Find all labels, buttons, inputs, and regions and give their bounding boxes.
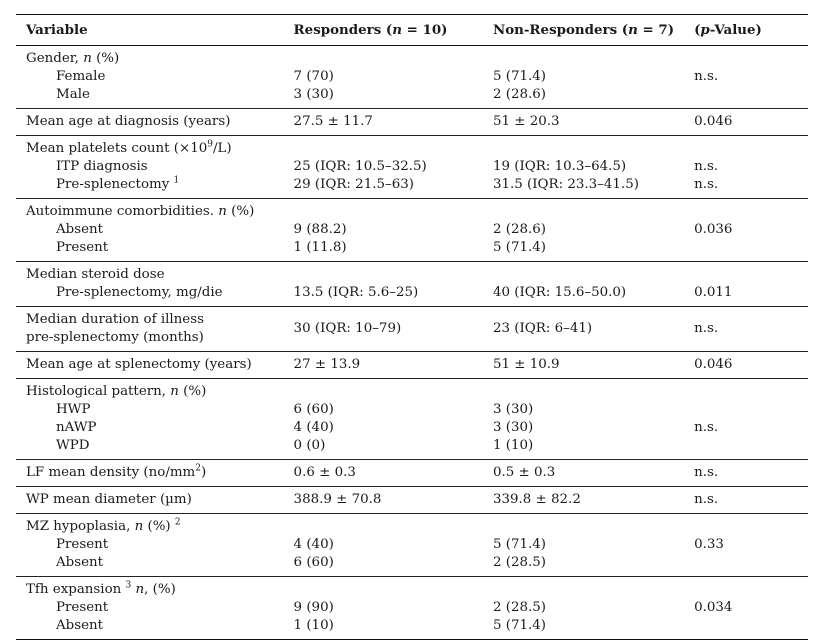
cell-autoimmune-pvalue [684, 199, 808, 262]
agedx-pvalue: 0.046 [694, 114, 733, 129]
gender-label: Gender, [26, 51, 84, 66]
autoimmune-absent-responders: 9 (88.2) [293, 222, 347, 237]
autoimmune-n: n [218, 204, 227, 219]
cell-autoimmune-nonresponders [483, 199, 684, 262]
platelets-itp-nonresponders: 19 (IQR: 10.3–64.5) [492, 159, 627, 174]
cell-wp-variable [16, 487, 284, 514]
cell-steroid-pvalue [684, 262, 808, 307]
cell-duration-responders [284, 307, 483, 352]
cell-gender-responders [284, 46, 483, 109]
cell-tfh-responders [284, 577, 483, 640]
header-responders-count: = 10) [402, 22, 448, 38]
cell-lf-variable [16, 460, 284, 487]
header-row [16, 15, 808, 46]
histo-wpd-label: WPD [56, 438, 90, 453]
tfh-absent-label: Absent [56, 618, 104, 633]
histo-hwp-nonresponders: 3 (30) [492, 402, 534, 417]
cell-gender-variable [16, 46, 284, 109]
histo-wpd-nonresponders: 1 (10) [492, 438, 534, 453]
header-pvalue [684, 15, 808, 46]
histo-n: n [170, 384, 179, 399]
cell-lf-nonresponders [483, 460, 684, 487]
tfh-absent-responders: 1 (10) [293, 618, 334, 633]
histo-hwp-responders: 6 (60) [293, 402, 334, 417]
mz-label: MZ hypoplasia, [26, 519, 135, 534]
autoimmune-absent-nonresponders: 2 (28.6) [492, 222, 547, 237]
histo-hwp-label: HWP [56, 402, 91, 417]
gender-male-label: Male [56, 87, 90, 102]
header-variable [16, 15, 284, 46]
steroid-label: Median steroid dose [26, 267, 165, 282]
header-nonresponders-n: n [628, 22, 638, 38]
duration-pvalue: n.s. [694, 321, 719, 336]
tfh-present-label: Present [56, 600, 109, 615]
row-gender [16, 46, 808, 109]
platelets-pre-label [26, 176, 284, 194]
autoimmune-pct: (%) [226, 204, 255, 219]
row-mz-hypoplasia [16, 514, 808, 577]
lf-label-post: ) [200, 465, 207, 480]
mz-present-responders: 4 (40) [293, 537, 334, 552]
cell-duration-pvalue [684, 307, 808, 352]
cell-duration-nonresponders [483, 307, 684, 352]
row-steroid [16, 262, 808, 307]
lf-label-pre: LF mean density (no/mm [26, 465, 196, 480]
cell-agedx-variable [16, 109, 284, 136]
cell-gender-nonresponders [483, 46, 684, 109]
autoimmune-label: Autoimmune comorbidities. [26, 204, 219, 219]
gender-female-label: Female [56, 69, 106, 84]
cell-agespl-responders [284, 352, 483, 379]
autoimmune-present-nonresponders: 5 (71.4) [492, 240, 547, 255]
cell-wp-pvalue [684, 487, 808, 514]
mz-n: n [134, 519, 144, 534]
header-nonresponders [483, 15, 684, 46]
cell-steroid-variable [16, 262, 284, 307]
cell-histo-variable [16, 379, 284, 460]
header-pvalue-open: ( [694, 22, 701, 38]
platelets-itp-label: ITP diagnosis [56, 159, 148, 174]
histo-nawp-label: nAWP [56, 420, 97, 435]
tfh-sup: 3 [125, 580, 132, 591]
wp-responders: 388.9 ± 70.8 [293, 492, 382, 507]
gender-pvalue: n.s. [694, 69, 719, 84]
header-responders-label: Responders ( [293, 22, 393, 38]
cell-mz-variable [16, 514, 284, 577]
row-duration [16, 307, 808, 352]
cell-agedx-nonresponders [483, 109, 684, 136]
tfh-title [26, 581, 284, 599]
row-age-splenectomy [16, 352, 808, 379]
cell-mz-nonresponders [483, 514, 684, 577]
platelets-itp-responders: 25 (IQR: 10.5–32.5) [293, 159, 427, 174]
row-age-diagnosis [16, 109, 808, 136]
tfh-present-nonresponders: 2 (28.5) [492, 600, 547, 615]
autoimmune-absent-label: Absent [56, 222, 104, 237]
platelets-pre-nonresponders: 31.5 (IQR: 23.3–41.5) [492, 177, 639, 192]
header-pvalue-rest: -Value) [709, 22, 762, 38]
cell-tfh-variable [16, 577, 284, 640]
gender-title [26, 50, 284, 68]
cell-agespl-pvalue [684, 352, 808, 379]
header-nonresponders-label: Non-Responders ( [492, 22, 629, 38]
lf-responders: 0.6 ± 0.3 [293, 465, 356, 480]
autoimmune-pvalue: 0.036 [694, 222, 733, 237]
mz-absent-label: Absent [56, 555, 104, 570]
lf-pvalue: n.s. [694, 465, 719, 480]
cell-agespl-variable [16, 352, 284, 379]
wp-nonresponders: 339.8 ± 82.2 [492, 492, 581, 507]
histo-pct: (%) [178, 384, 207, 399]
cell-steroid-nonresponders [483, 262, 684, 307]
duration-responders: 30 (IQR: 10–79) [293, 321, 402, 336]
gender-male-responders: 3 (30) [293, 87, 334, 102]
cell-autoimmune-variable [16, 199, 284, 262]
header-variable-text: Variable [26, 22, 88, 38]
agespl-label: Mean age at splenectomy (years) [26, 357, 252, 372]
platelets-label-post: /L) [213, 141, 232, 156]
histo-label: Histological pattern, [26, 384, 171, 399]
platelets-sup: 9 [207, 139, 214, 150]
cell-mz-pvalue [684, 514, 808, 577]
histo-nawp-nonresponders: 3 (30) [492, 420, 534, 435]
row-wp-diameter [16, 487, 808, 514]
cell-platelets-responders [284, 136, 483, 199]
gender-male-nonresponders: 2 (28.6) [492, 87, 547, 102]
autoimmune-present-responders: 1 (11.8) [293, 240, 347, 255]
cell-gender-pvalue [684, 46, 808, 109]
cell-histo-responders [284, 379, 483, 460]
cell-agedx-responders [284, 109, 483, 136]
cell-steroid-responders [284, 262, 483, 307]
agespl-responders: 27 ± 13.9 [293, 357, 361, 372]
duration-label-line2: pre-splenectomy (months) [26, 330, 204, 345]
cell-platelets-nonresponders [483, 136, 684, 199]
steroid-sub-label: Pre-splenectomy, mg/die [56, 285, 223, 300]
tfh-n: n [135, 582, 145, 597]
cell-histo-nonresponders [483, 379, 684, 460]
platelets-pre-text: Pre-splenectomy [56, 177, 174, 192]
lf-title [26, 464, 284, 482]
histo-nawp-responders: 4 (40) [293, 420, 334, 435]
duration-label-line1: Median duration of illness [26, 312, 204, 327]
row-histological [16, 379, 808, 460]
header-responders-n: n [392, 22, 402, 38]
histo-pvalue: n.s. [694, 420, 719, 435]
autoimmune-title [26, 203, 284, 221]
tfh-pvalue: 0.034 [694, 600, 733, 615]
tfh-present-responders: 9 (90) [293, 600, 334, 615]
tfh-label: Tfh expansion [26, 582, 126, 597]
mz-present-nonresponders: 5 (71.4) [492, 537, 547, 552]
mz-pct: (%) [143, 519, 175, 534]
row-autoimmune [16, 199, 808, 262]
wp-label: WP mean diameter (µm) [26, 492, 192, 507]
gender-pct: (%) [91, 51, 120, 66]
histo-title [26, 383, 284, 401]
agedx-responders: 27.5 ± 11.7 [293, 114, 373, 129]
gender-female-responders: 7 (70) [293, 69, 334, 84]
agedx-nonresponders: 51 ± 20.3 [492, 114, 560, 129]
tfh-absent-nonresponders: 5 (71.4) [492, 618, 547, 633]
cell-lf-pvalue [684, 460, 808, 487]
row-lf-density [16, 460, 808, 487]
steroid-pvalue: 0.011 [694, 285, 733, 300]
row-tfh-expansion [16, 577, 808, 640]
header-nonresponders-count: = 7) [637, 22, 675, 38]
platelets-itp-pvalue: n.s. [694, 159, 719, 174]
header-responders [284, 15, 483, 46]
cell-wp-responders [284, 487, 483, 514]
platelets-pre-sup: 1 [173, 175, 180, 186]
mz-pvalue: 0.33 [694, 537, 724, 552]
cell-platelets-variable [16, 136, 284, 199]
lf-sup: 2 [195, 463, 201, 474]
gender-n: n [83, 51, 92, 66]
cell-platelets-pvalue [684, 136, 808, 199]
cell-agespl-nonresponders [483, 352, 684, 379]
agespl-nonresponders: 51 ± 10.9 [492, 357, 560, 372]
row-platelets [16, 136, 808, 199]
mz-absent-responders: 6 (60) [293, 555, 334, 570]
agespl-pvalue: 0.046 [694, 357, 733, 372]
wp-pvalue: n.s. [694, 492, 719, 507]
header-pvalue-p: p [700, 22, 710, 38]
cell-duration-variable [16, 307, 284, 352]
duration-nonresponders: 23 (IQR: 6–41) [492, 321, 593, 336]
cell-autoimmune-responders [284, 199, 483, 262]
platelets-title [26, 140, 284, 158]
cell-agedx-pvalue [684, 109, 808, 136]
autoimmune-present-label: Present [56, 240, 109, 255]
cell-mz-responders [284, 514, 483, 577]
cell-lf-responders [284, 460, 483, 487]
platelets-pre-responders: 29 (IQR: 21.5–63) [293, 177, 414, 192]
mz-sup: 2 [174, 517, 181, 528]
agedx-label: Mean age at diagnosis (years) [26, 114, 231, 129]
steroid-nonresponders: 40 (IQR: 15.6–50.0) [492, 285, 627, 300]
cell-wp-nonresponders [483, 487, 684, 514]
cell-tfh-pvalue [684, 577, 808, 640]
results-table [16, 14, 808, 640]
histo-wpd-responders: 0 (0) [293, 438, 326, 453]
lf-nonresponders: 0.5 ± 0.3 [492, 465, 556, 480]
cell-tfh-nonresponders [483, 577, 684, 640]
cell-histo-pvalue [684, 379, 808, 460]
gender-female-nonresponders: 5 (71.4) [492, 69, 547, 84]
mz-absent-nonresponders: 2 (28.5) [492, 555, 547, 570]
steroid-responders: 13.5 (IQR: 5.6–25) [293, 285, 419, 300]
tfh-pct: , (%) [144, 582, 176, 597]
mz-present-label: Present [56, 537, 109, 552]
platelets-label-pre: Mean platelets count (×10 [26, 141, 208, 156]
mz-title [26, 518, 284, 536]
platelets-pre-pvalue: n.s. [694, 177, 719, 192]
